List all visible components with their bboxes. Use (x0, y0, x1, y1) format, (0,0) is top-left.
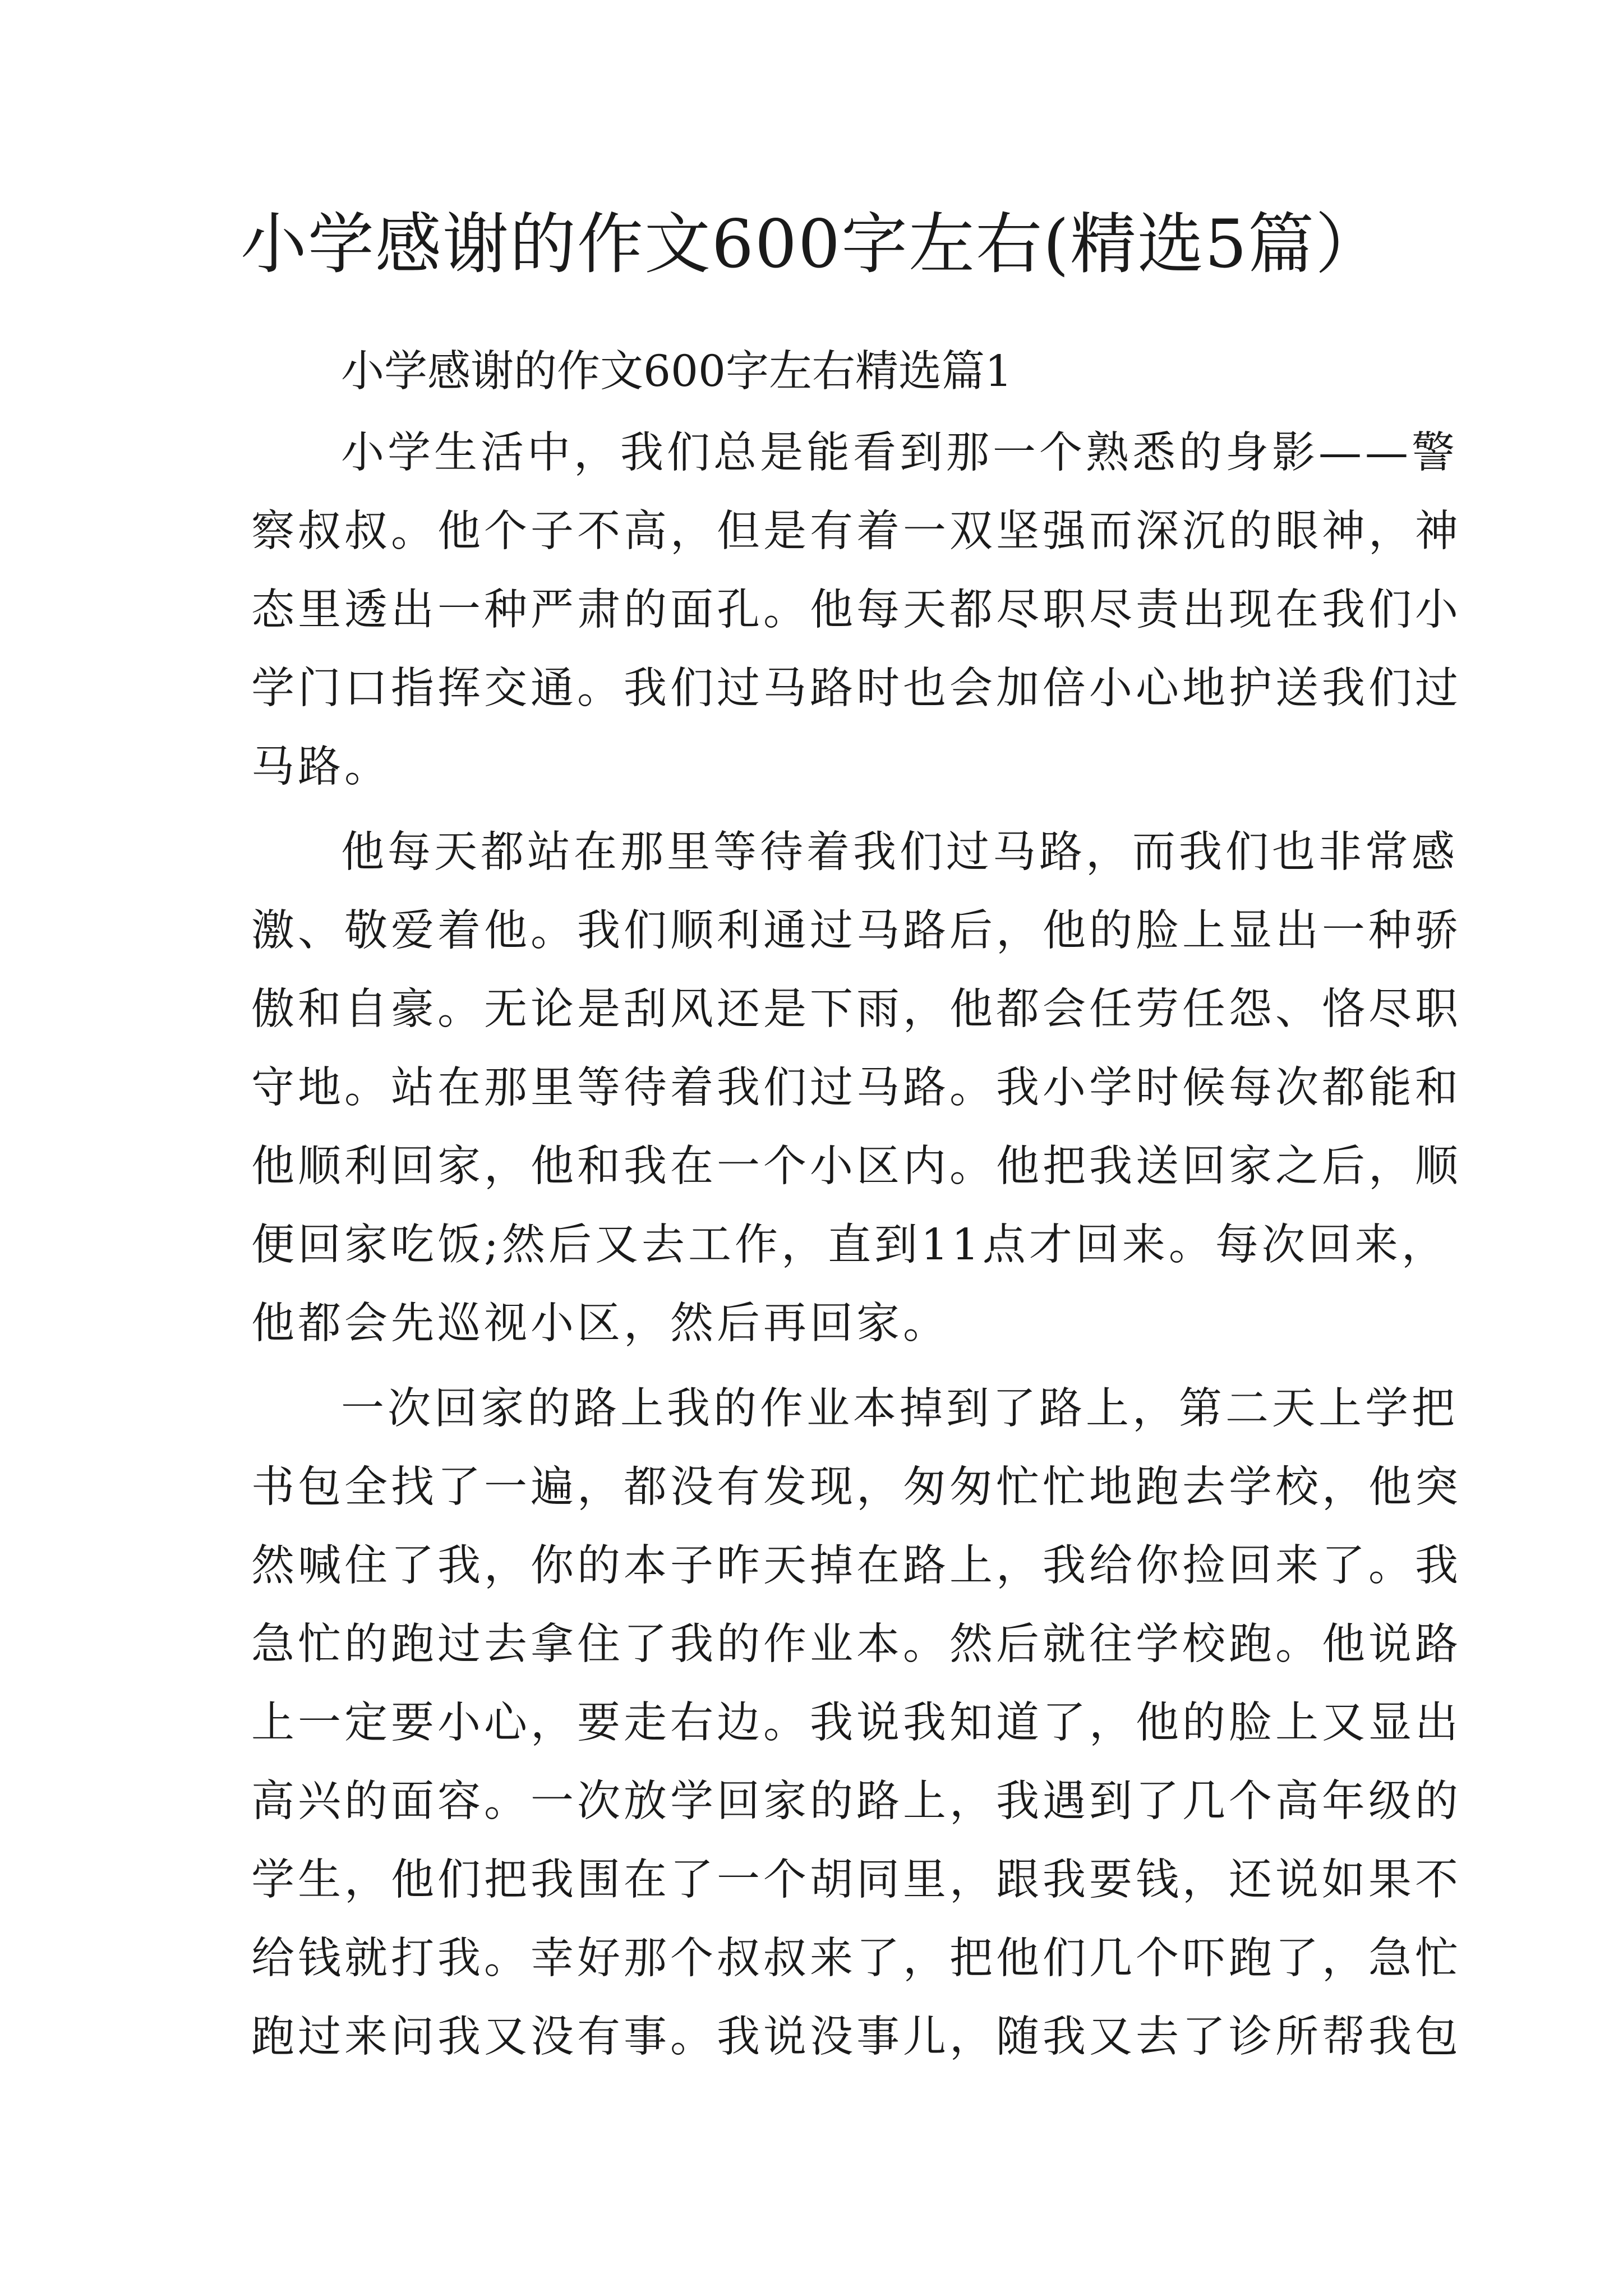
document-title: 小学感谢的作文600字左右(精选5篇） (240, 205, 1383, 283)
paragraph-line: 小学生活中，我们总是能看到那一个熟悉的身影——警 (341, 428, 1458, 478)
paragraph-line: 学生，他们把我围在了一个胡同里，跟我要钱，还说如果不 (251, 1855, 1461, 1905)
paragraph-line: 学门口指挥交通。我们过马路时也会加倍小心地护送我们过 (251, 664, 1461, 714)
paragraph-line: 高兴的面容。一次放学回家的路上，我遇到了几个高年级的 (251, 1777, 1461, 1826)
paragraph-line: 然喊住了我，你的本子昨天掉在路上，我给你捡回来了。我 (251, 1541, 1461, 1591)
paragraph-gap (251, 1363, 1384, 1370)
paragraph-line: 守地。站在那里等待着我们过马路。我小学时候每次都能和 (251, 1063, 1461, 1113)
paragraph-line: 马路。 (251, 742, 391, 792)
paragraph-line: 上一定要小心，要走右边。我说我知道了，他的脸上又显出 (251, 1698, 1461, 1748)
paragraph-2 (251, 813, 1461, 1363)
paragraph-line: 傲和自豪。无论是刮风还是下雨，他都会任劳任怨、恪尽职 (251, 984, 1461, 1034)
document-body (251, 330, 1461, 2077)
paragraph-line: 跑过来问我又没有事。我说没事儿，随我又去了诊所帮我包 (251, 2012, 1461, 2062)
paragraph-1 (251, 414, 1461, 807)
paragraph-line: 他每天都站在那里等待着我们过马路，而我们也非常感 (341, 827, 1458, 877)
paragraph-line: 便回家吃饭;然后又去工作，直到11点才回来。每次回来， (251, 1220, 1448, 1270)
paragraph-3 (251, 1370, 1461, 2077)
paragraph-line: 激、敬爱着他。我们顺利通过马路后，他的脸上显出一种骄 (251, 906, 1461, 956)
paragraph-gap (251, 807, 1384, 813)
paragraph-line: 他顺利回家，他和我在一个小区内。他把我送回家之后，顺 (251, 1142, 1461, 1191)
paragraph-line: 态里透出一种严肃的面孔。他每天都尽职尽责出现在我们小 (251, 585, 1461, 635)
section-heading: 小学感谢的作文600字左右精选篇1 (341, 347, 1012, 397)
paragraph-line: 书包全找了一遍，都没有发现，匆匆忙忙地跑去学校，他突 (251, 1462, 1461, 1512)
paragraph-line: 他都会先巡视小区，然后再回家。 (251, 1299, 949, 1349)
paragraph-line: 急忙的跑过去拿住了我的作业本。然后就往学校跑。他说路 (251, 1619, 1461, 1669)
paragraph-line: 察叔叔。他个子不高，但是有着一双坚强而深沉的眼神，神 (251, 507, 1461, 556)
paragraph-line: 给钱就打我。幸好那个叔叔来了，把他们几个吓跑了，急忙 (251, 1934, 1461, 1984)
paragraph-line: 一次回家的路上我的作业本掉到了路上，第二天上学把 (341, 1384, 1458, 1434)
